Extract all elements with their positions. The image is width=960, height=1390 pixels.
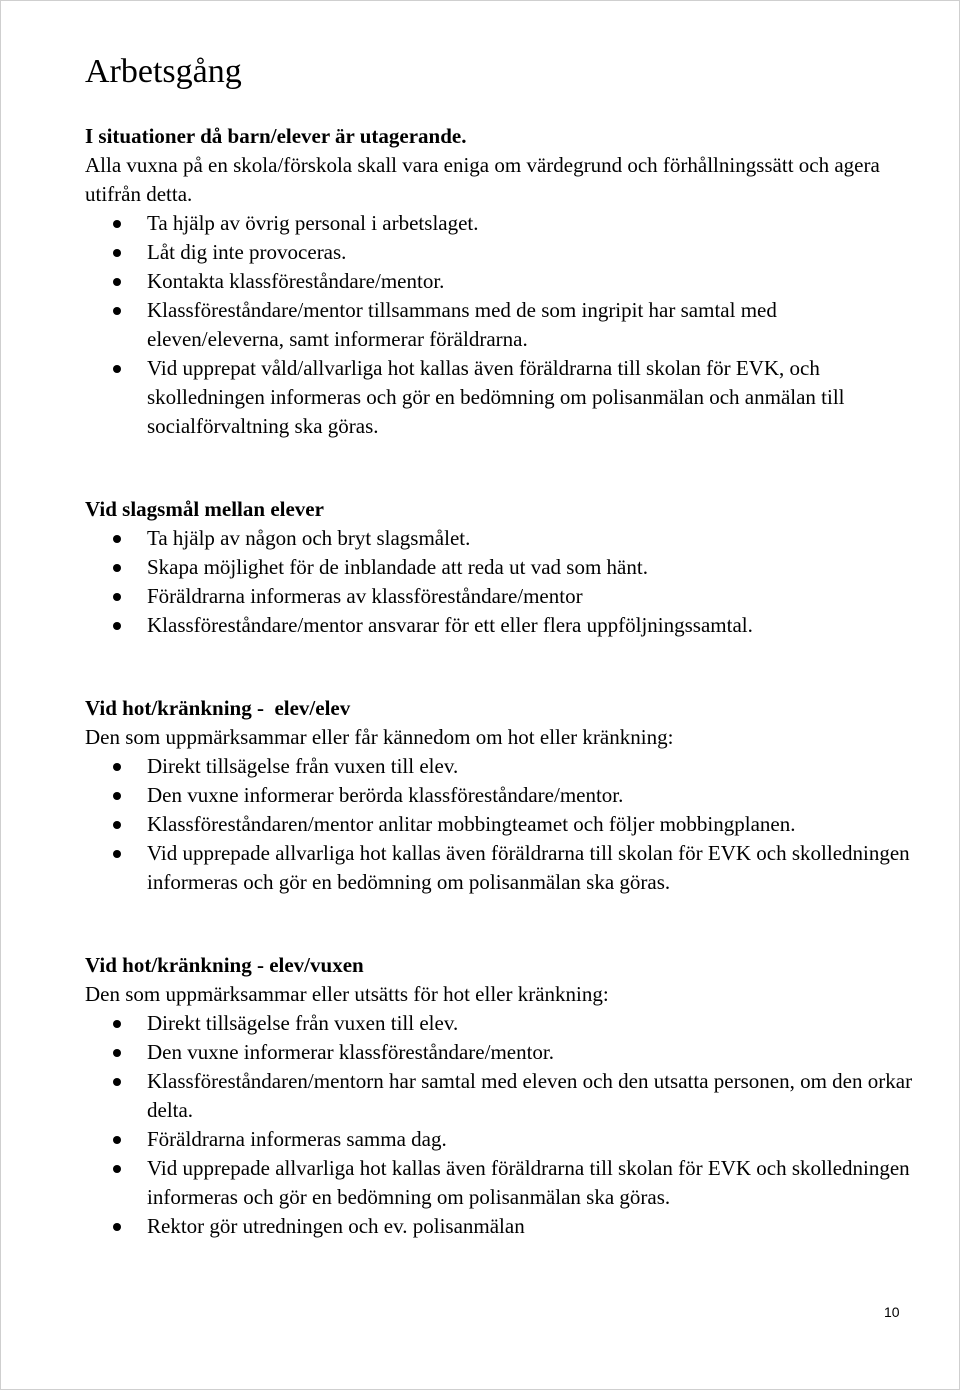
bullet-icon	[113, 278, 121, 286]
list-item-text: Den vuxne informerar klassföreståndare/mentor.	[147, 1040, 555, 1064]
section-intro: Den som uppmärksammar eller utsätts för hot eller kränkning:	[85, 982, 609, 1006]
bullet-icon	[113, 365, 121, 373]
list-item-text: Klassföreståndare/mentor tillsammans med de som ingripit har samtal med eleven/eleverna, samt informerar föräldrarna.	[147, 298, 777, 351]
list-item	[147, 1154, 915, 1212]
list-item-text: Direkt tillsägelse från vuxen till elev.	[147, 754, 459, 778]
list-item-text: Ta hjälp av övrig personal i arbetslaget.	[147, 211, 479, 235]
list-item	[147, 582, 915, 611]
list-item-text: Klassföreståndare/mentor ansvarar för ett eller flera uppföljningssamtal.	[147, 613, 753, 637]
list-item	[147, 1125, 915, 1154]
bullet-icon	[113, 1165, 121, 1173]
bullet-icon	[113, 564, 121, 572]
page-number: 10	[884, 1304, 900, 1320]
list-item	[147, 1009, 915, 1038]
list-item-text: Den vuxne informerar berörda klassföreståndare/mentor.	[147, 783, 624, 807]
list-item	[147, 1067, 915, 1125]
list-item	[147, 238, 915, 267]
bullet-icon	[113, 1136, 121, 1144]
bullet-icon	[113, 622, 121, 630]
bullet-icon	[113, 1223, 121, 1231]
bullet-icon	[113, 1049, 121, 1057]
list-item	[147, 267, 915, 296]
bullet-icon	[113, 763, 121, 771]
bullet-icon	[113, 1078, 121, 1086]
list-item-text: Föräldrarna informeras av klassföreståndare/mentor	[147, 584, 583, 608]
list-item-text: Rektor gör utredningen och ev. polisanmälan	[147, 1214, 525, 1238]
list-item	[147, 553, 915, 582]
list-item	[147, 296, 915, 354]
list-item	[147, 810, 915, 839]
bullet-icon	[113, 220, 121, 228]
list-item-text: Ta hjälp av någon och bryt slagsmålet.	[147, 526, 471, 550]
list-item-text: Vid upprepade allvarliga hot kallas även föräldrarna till skolan för EVK och skolledningen informeras och gör en bedömning om polisanmälan ska göras.	[147, 841, 910, 894]
bullet-icon	[113, 249, 121, 257]
list-item-text: Föräldrarna informeras samma dag.	[147, 1127, 447, 1151]
section-slagsmal	[85, 495, 915, 640]
bullet-icon	[113, 821, 121, 829]
section-utagerande	[85, 122, 915, 441]
section-intro: Den som uppmärksammar eller får kännedom om hot eller kränkning:	[85, 725, 674, 749]
section-elev-vuxen	[85, 951, 915, 1241]
list-item	[147, 524, 915, 553]
document-body	[85, 52, 915, 1241]
list-item-text: Direkt tillsägelse från vuxen till elev.	[147, 1011, 459, 1035]
bullet-icon	[113, 850, 121, 858]
section-heading: Vid hot/kränkning - elev/elev	[85, 696, 351, 720]
list-item-text: Klassföreståndaren/mentorn har samtal med eleven och den utsatta personen, om den orkar delta.	[147, 1069, 913, 1122]
bullet-list	[85, 752, 915, 897]
list-item	[147, 209, 915, 238]
page-title: Arbetsgång	[85, 53, 242, 90]
bullet-icon	[113, 593, 121, 601]
list-item-text: Kontakta klassföreståndare/mentor.	[147, 269, 445, 293]
list-item-text: Klassföreståndaren/mentor anlitar mobbingteamet och följer mobbingplanen.	[147, 812, 796, 836]
bullet-icon	[113, 1020, 121, 1028]
list-item	[147, 611, 915, 640]
bullet-list	[85, 524, 915, 640]
bullet-icon	[113, 535, 121, 543]
list-item-text: Vid upprepat våld/allvarliga hot kallas även föräldrarna till skolan för EVK, och skolledningen informeras och gör en bedömning om polisanmälan och anmälan till socialförvaltning ska göras.	[147, 356, 845, 438]
list-item-text: Vid upprepade allvarliga hot kallas även föräldrarna till skolan för EVK och skolledningen informeras och gör en bedömning om polisanmälan ska göras.	[147, 1156, 910, 1209]
list-item	[147, 781, 915, 810]
section-heading: I situationer då barn/elever är utagerande.	[85, 124, 467, 148]
section-spacer	[85, 640, 915, 694]
section-heading: Vid slagsmål mellan elever	[85, 497, 324, 521]
list-item	[147, 354, 915, 441]
bullet-list	[85, 209, 915, 441]
list-item-text: Skapa möjlighet för de inblandade att reda ut vad som hänt.	[147, 555, 648, 579]
bullet-icon	[113, 307, 121, 315]
section-intro: Alla vuxna på en skola/förskola skall vara eniga om värdegrund och förhållningssätt och agera utifrån detta.	[85, 153, 880, 206]
section-heading: Vid hot/kränkning - elev/vuxen	[85, 953, 364, 977]
list-item	[147, 1038, 915, 1067]
bullet-icon	[113, 792, 121, 800]
list-item	[147, 1212, 915, 1241]
list-item-text: Låt dig inte provoceras.	[147, 240, 347, 264]
section-elev-elev	[85, 694, 915, 897]
section-spacer	[85, 897, 915, 951]
section-spacer	[85, 441, 915, 495]
list-item	[147, 839, 915, 897]
list-item	[147, 752, 915, 781]
bullet-list	[85, 1009, 915, 1241]
